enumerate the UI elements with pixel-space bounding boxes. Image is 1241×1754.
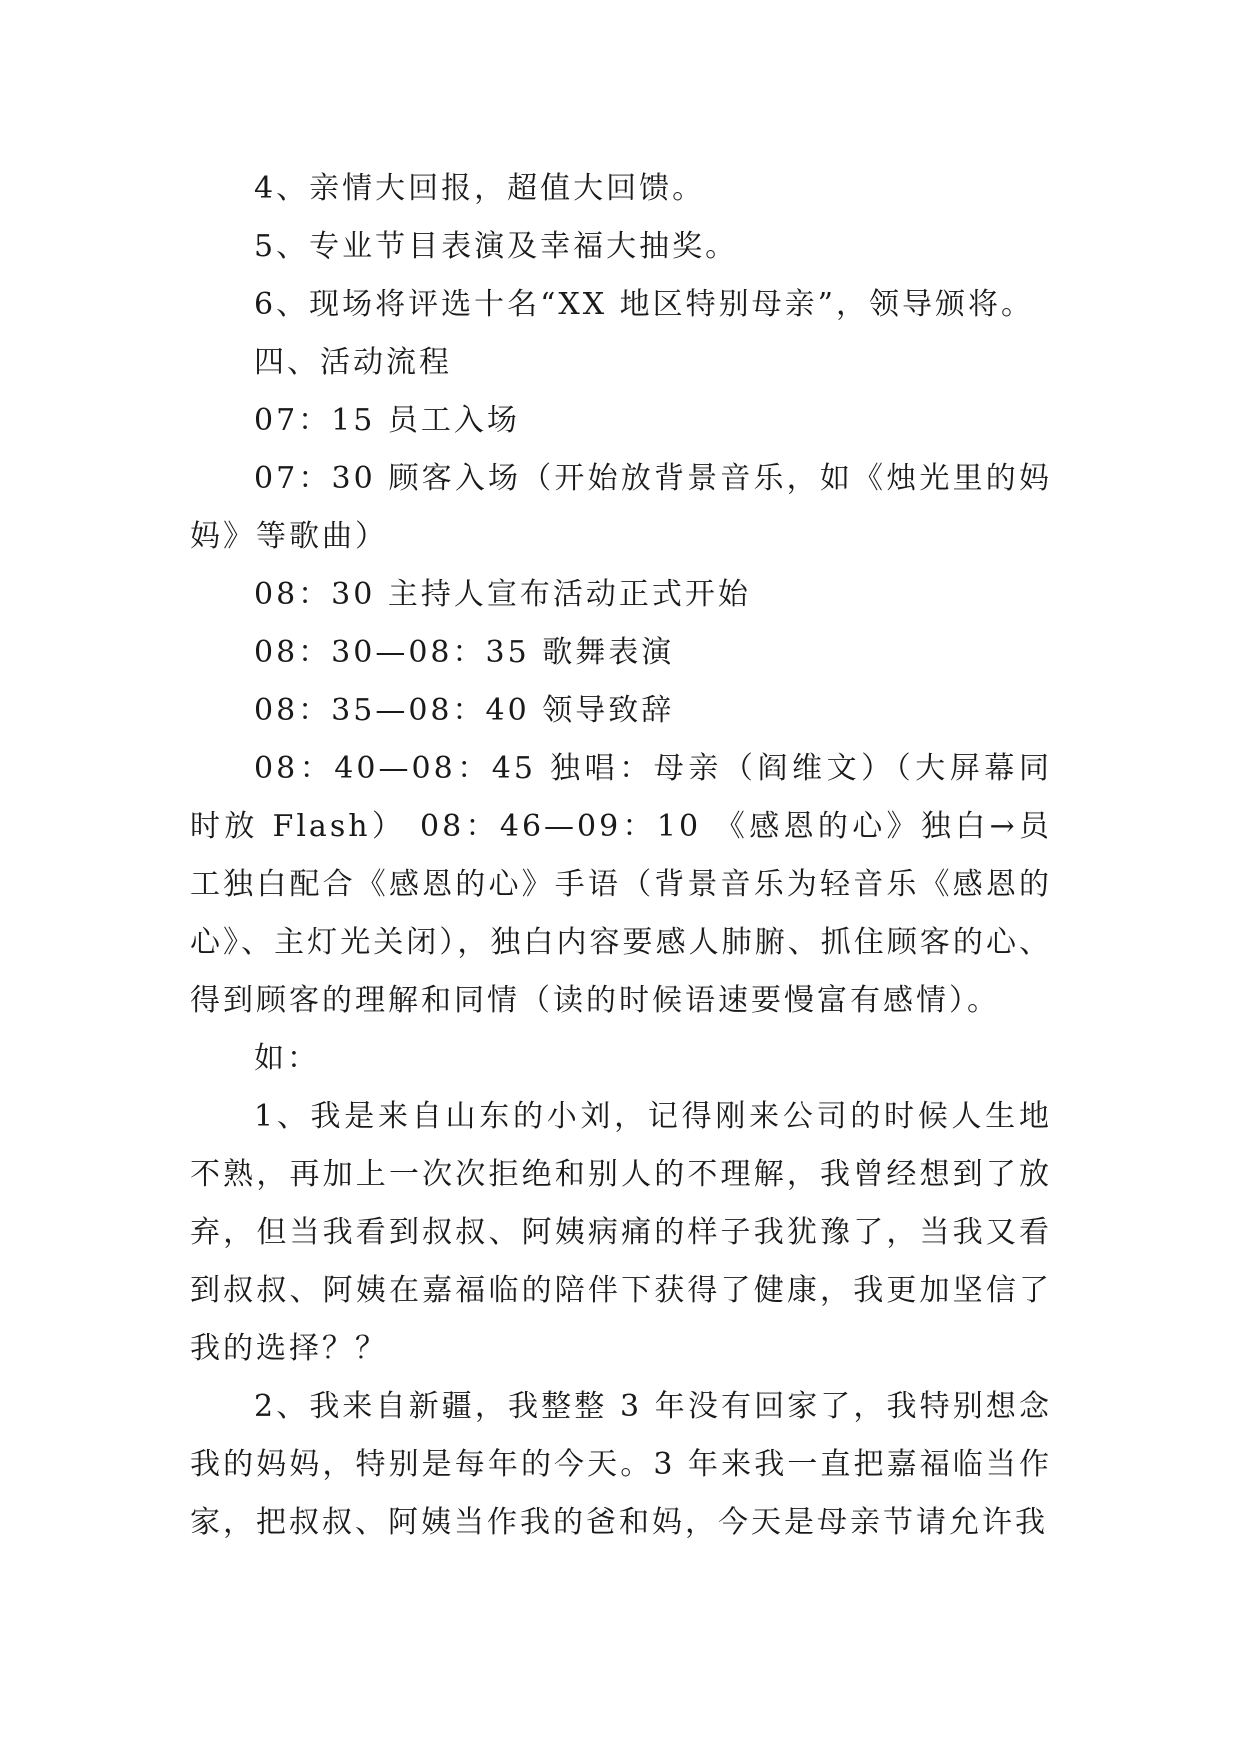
- document-body: [190, 160, 1052, 1552]
- schedule-0730: 07：30 顾客入场（开始放背景音乐，如《烛光里的妈妈》等歌曲）: [190, 461, 1052, 554]
- paragraph-item-6: 6、现场将评选十名“XX 地区特别母亲”，领导颁将。: [254, 287, 1035, 322]
- example-label: 如：: [254, 1041, 320, 1076]
- example-monologue-2: 2、我来自新疆，我整整 3 年没有回家了，我特别想念我的妈妈，特别是每年的今天。3 年来我一直把嘉福临当作家，把叔叔、阿姨当作我的爸和妈，今天是母亲节请允许我: [190, 1389, 1052, 1540]
- schedule-0715: 07：15 员工入场: [254, 403, 520, 438]
- paragraph-item-4: 4、亲情大回报，超值大回馈。: [254, 171, 706, 206]
- schedule-0840-0910: 08：40—08：45 独唱：母亲（阎维文）（大屏幕同时放 Flash） 08：46—09：10 《感恩的心》独白→员工独白配合《感恩的心》手语（背景音乐为轻音乐《感恩的心》、主灯光关闭），独白内容要感人肺腑、抓住顾客的心、得到顾客的理解和同情（读的时候语速要慢富有感情）。: [190, 751, 1052, 1018]
- paragraph-item-5: 5、专业节目表演及幸福大抽奖。: [254, 229, 739, 264]
- section-heading-activity-flow: 四、活动流程: [254, 345, 452, 380]
- schedule-0830-0835: 08：30—08：35 歌舞表演: [254, 635, 675, 670]
- example-monologue-1: 1、我是来自山东的小刘，记得刚来公司的时候人生地不熟，再加上一次次拒绝和别人的不理解，我曾经想到了放弃，但当我看到叔叔、阿姨病痛的样子我犹豫了，当我又看到叔叔、阿姨在嘉福临的陪伴下获得了健康，我更加坚信了我的选择？？: [190, 1099, 1052, 1366]
- schedule-0835-0840: 08：35—08：40 领导致辞: [254, 693, 675, 728]
- schedule-0830: 08：30 主持人宣布活动正式开始: [254, 577, 751, 612]
